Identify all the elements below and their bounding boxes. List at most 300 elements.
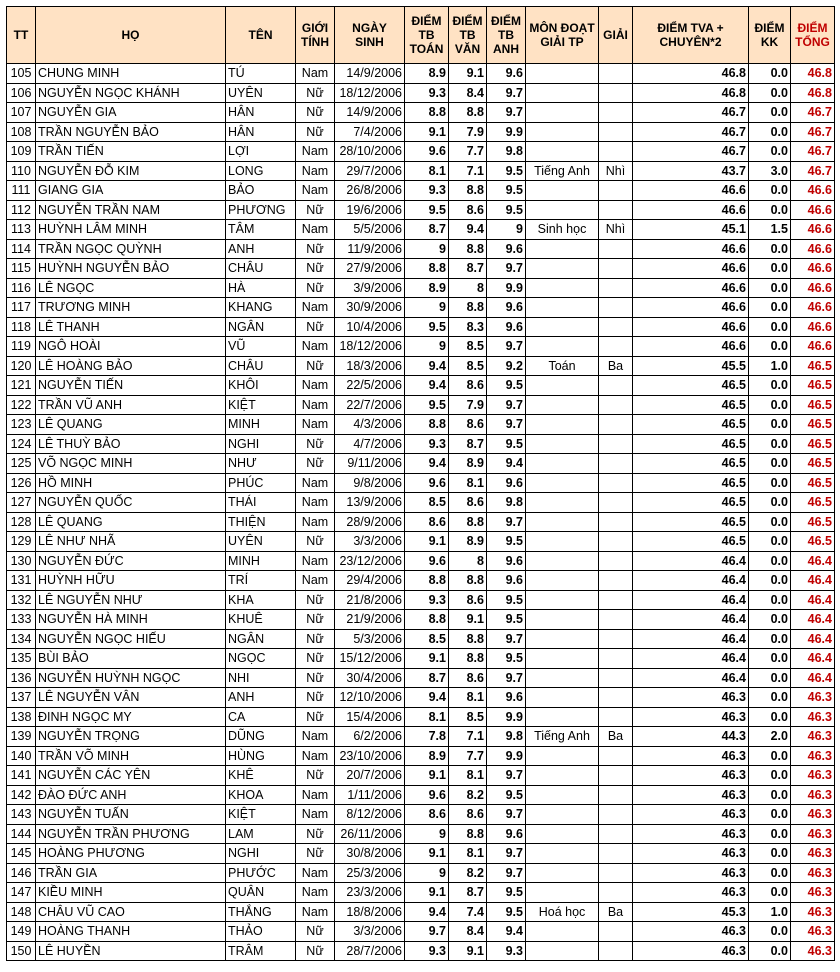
cell-tong: 46.3 bbox=[791, 688, 835, 708]
cell-mon-giai: Tiếng Anh bbox=[526, 161, 599, 181]
table-row bbox=[7, 278, 835, 298]
cell-tva: 46.5 bbox=[633, 493, 749, 513]
cell-tb-toan: 8.5 bbox=[405, 493, 449, 513]
cell-mon-giai bbox=[526, 649, 599, 669]
cell-mon-giai bbox=[526, 376, 599, 396]
cell-gioi-tinh: Nữ bbox=[296, 649, 335, 669]
cell-tb-anh: 9.7 bbox=[487, 395, 526, 415]
cell-tt: 134 bbox=[7, 629, 36, 649]
cell-tva: 46.3 bbox=[633, 824, 749, 844]
cell-gioi-tinh: Nam bbox=[296, 298, 335, 318]
cell-tb-toan: 9.3 bbox=[405, 181, 449, 201]
table-row bbox=[7, 922, 835, 942]
cell-ho: BÙI BẢO bbox=[36, 649, 226, 669]
cell-mon-giai bbox=[526, 512, 599, 532]
cell-ngay-sinh: 26/11/2006 bbox=[335, 824, 405, 844]
cell-ngay-sinh: 25/3/2006 bbox=[335, 863, 405, 883]
cell-tt: 148 bbox=[7, 902, 36, 922]
cell-ngay-sinh: 30/4/2006 bbox=[335, 668, 405, 688]
cell-tt: 125 bbox=[7, 454, 36, 474]
cell-tb-toan: 9.7 bbox=[405, 922, 449, 942]
cell-gioi-tinh: Nam bbox=[296, 337, 335, 357]
cell-tva: 46.6 bbox=[633, 298, 749, 318]
cell-ngay-sinh: 3/9/2006 bbox=[335, 278, 405, 298]
cell-ten: NGHI bbox=[226, 434, 296, 454]
cell-kk: 0.0 bbox=[749, 395, 791, 415]
cell-ten: NGHI bbox=[226, 844, 296, 864]
cell-gioi-tinh: Nữ bbox=[296, 941, 335, 961]
cell-tb-van: 8.8 bbox=[449, 649, 487, 669]
cell-tong: 46.5 bbox=[791, 415, 835, 435]
cell-ngay-sinh: 23/12/2006 bbox=[335, 551, 405, 571]
cell-ten: UYÊN bbox=[226, 83, 296, 103]
cell-kk: 0.0 bbox=[749, 337, 791, 357]
cell-tb-van: 7.7 bbox=[449, 142, 487, 162]
cell-tong: 46.3 bbox=[791, 707, 835, 727]
cell-ngay-sinh: 18/12/2006 bbox=[335, 337, 405, 357]
cell-kk: 0.0 bbox=[749, 298, 791, 318]
cell-tb-anh: 9.5 bbox=[487, 434, 526, 454]
header-tb-anh: ĐIỂM TB ANH bbox=[487, 7, 526, 64]
table-row bbox=[7, 142, 835, 162]
cell-mon-giai: Hoá học bbox=[526, 902, 599, 922]
cell-tva: 46.3 bbox=[633, 785, 749, 805]
cell-tb-toan: 9.5 bbox=[405, 395, 449, 415]
cell-tt: 142 bbox=[7, 785, 36, 805]
table-body bbox=[7, 64, 835, 961]
cell-kk: 0.0 bbox=[749, 512, 791, 532]
cell-gioi-tinh: Nữ bbox=[296, 844, 335, 864]
cell-tva: 45.5 bbox=[633, 356, 749, 376]
cell-giai bbox=[599, 610, 633, 630]
cell-ngay-sinh: 21/9/2006 bbox=[335, 610, 405, 630]
cell-kk: 0.0 bbox=[749, 941, 791, 961]
cell-tb-anh: 9.7 bbox=[487, 766, 526, 786]
cell-tb-toan: 9.3 bbox=[405, 83, 449, 103]
cell-tb-van: 8.6 bbox=[449, 668, 487, 688]
cell-giai bbox=[599, 629, 633, 649]
cell-ngay-sinh: 4/3/2006 bbox=[335, 415, 405, 435]
cell-ten: HÙNG bbox=[226, 746, 296, 766]
cell-tva: 45.1 bbox=[633, 220, 749, 240]
cell-ngay-sinh: 28/9/2006 bbox=[335, 512, 405, 532]
cell-tb-toan: 8.9 bbox=[405, 278, 449, 298]
cell-tb-van: 8.8 bbox=[449, 298, 487, 318]
cell-tb-van: 8.8 bbox=[449, 103, 487, 123]
cell-tong: 46.5 bbox=[791, 356, 835, 376]
cell-tva: 46.4 bbox=[633, 649, 749, 669]
cell-ho: LÊ THANH bbox=[36, 317, 226, 337]
cell-tong: 46.5 bbox=[791, 493, 835, 513]
table-row bbox=[7, 64, 835, 84]
cell-giai bbox=[599, 103, 633, 123]
results-table bbox=[6, 6, 835, 961]
cell-ten: THIỆN bbox=[226, 512, 296, 532]
cell-tb-van: 7.1 bbox=[449, 727, 487, 747]
cell-giai bbox=[599, 454, 633, 474]
table-row bbox=[7, 200, 835, 220]
cell-ho: LÊ NGỌC bbox=[36, 278, 226, 298]
cell-tva: 46.6 bbox=[633, 259, 749, 279]
table-row bbox=[7, 161, 835, 181]
cell-ho: NGUYỄN TRỌNG bbox=[36, 727, 226, 747]
cell-tong: 46.7 bbox=[791, 103, 835, 123]
cell-ten: PHƯỚC bbox=[226, 863, 296, 883]
cell-tb-van: 8.6 bbox=[449, 590, 487, 610]
cell-ho: CHÂU VŨ CAO bbox=[36, 902, 226, 922]
cell-tt: 130 bbox=[7, 551, 36, 571]
cell-tb-anh: 9.6 bbox=[487, 239, 526, 259]
cell-ten: THẮNG bbox=[226, 902, 296, 922]
cell-gioi-tinh: Nam bbox=[296, 395, 335, 415]
cell-ho: VÕ NGỌC MINH bbox=[36, 454, 226, 474]
table-row bbox=[7, 181, 835, 201]
cell-kk: 0.0 bbox=[749, 649, 791, 669]
cell-tong: 46.6 bbox=[791, 298, 835, 318]
cell-ho: LÊ NHƯ NHÃ bbox=[36, 532, 226, 552]
cell-tb-van: 8.6 bbox=[449, 805, 487, 825]
cell-ho: LÊ QUANG bbox=[36, 415, 226, 435]
cell-mon-giai bbox=[526, 337, 599, 357]
header-row bbox=[7, 7, 835, 64]
cell-ngay-sinh: 10/4/2006 bbox=[335, 317, 405, 337]
cell-kk: 0.0 bbox=[749, 415, 791, 435]
cell-tb-van: 8.9 bbox=[449, 454, 487, 474]
cell-kk: 1.0 bbox=[749, 902, 791, 922]
table-row bbox=[7, 785, 835, 805]
cell-tong: 46.5 bbox=[791, 473, 835, 493]
cell-tb-anh: 9.6 bbox=[487, 824, 526, 844]
cell-ho: ĐÀO ĐỨC ANH bbox=[36, 785, 226, 805]
cell-tong: 46.3 bbox=[791, 746, 835, 766]
cell-tong: 46.4 bbox=[791, 551, 835, 571]
cell-mon-giai bbox=[526, 298, 599, 318]
table-row bbox=[7, 766, 835, 786]
cell-tva: 46.6 bbox=[633, 278, 749, 298]
header-tong: ĐIỂM TỔNG bbox=[791, 7, 835, 64]
cell-ngay-sinh: 6/2/2006 bbox=[335, 727, 405, 747]
cell-gioi-tinh: Nữ bbox=[296, 629, 335, 649]
header-tb-toan: ĐIỂM TB TOÁN bbox=[405, 7, 449, 64]
cell-kk: 0.0 bbox=[749, 551, 791, 571]
cell-tb-van: 8.7 bbox=[449, 883, 487, 903]
cell-tong: 46.3 bbox=[791, 941, 835, 961]
cell-tva: 46.4 bbox=[633, 610, 749, 630]
cell-mon-giai bbox=[526, 590, 599, 610]
cell-tt: 108 bbox=[7, 122, 36, 142]
header-kk: ĐIỂM KK bbox=[749, 7, 791, 64]
cell-gioi-tinh: Nam bbox=[296, 161, 335, 181]
cell-tb-anh: 9.5 bbox=[487, 785, 526, 805]
cell-tong: 46.3 bbox=[791, 922, 835, 942]
cell-gioi-tinh: Nam bbox=[296, 64, 335, 84]
cell-giai bbox=[599, 298, 633, 318]
cell-ngay-sinh: 21/8/2006 bbox=[335, 590, 405, 610]
cell-tong: 46.4 bbox=[791, 610, 835, 630]
cell-tong: 46.3 bbox=[791, 902, 835, 922]
table-row bbox=[7, 824, 835, 844]
cell-tb-toan: 9.3 bbox=[405, 434, 449, 454]
cell-gioi-tinh: Nam bbox=[296, 473, 335, 493]
cell-giai: Ba bbox=[599, 902, 633, 922]
cell-giai bbox=[599, 122, 633, 142]
cell-ten: TÚ bbox=[226, 64, 296, 84]
table-row bbox=[7, 493, 835, 513]
cell-tt: 129 bbox=[7, 532, 36, 552]
table-row bbox=[7, 571, 835, 591]
cell-tb-van: 9.1 bbox=[449, 64, 487, 84]
cell-tva: 46.6 bbox=[633, 239, 749, 259]
header-tb-van: ĐIỂM TB VĂN bbox=[449, 7, 487, 64]
cell-tb-anh: 9.7 bbox=[487, 259, 526, 279]
cell-kk: 0.0 bbox=[749, 83, 791, 103]
cell-kk: 1.5 bbox=[749, 220, 791, 240]
cell-tb-van: 8.3 bbox=[449, 317, 487, 337]
cell-kk: 0.0 bbox=[749, 532, 791, 552]
cell-ten: HÂN bbox=[226, 103, 296, 123]
cell-tb-anh: 9.5 bbox=[487, 200, 526, 220]
cell-tb-toan: 8.5 bbox=[405, 629, 449, 649]
cell-ho: NGÔ HOÀI bbox=[36, 337, 226, 357]
cell-ho: TRẦN GIA bbox=[36, 863, 226, 883]
cell-giai bbox=[599, 649, 633, 669]
header-tt: TT bbox=[7, 7, 36, 64]
cell-tb-toan: 9.3 bbox=[405, 590, 449, 610]
table-row bbox=[7, 746, 835, 766]
cell-tb-van: 8.9 bbox=[449, 532, 487, 552]
cell-tb-toan: 9.4 bbox=[405, 356, 449, 376]
cell-tva: 46.5 bbox=[633, 376, 749, 396]
cell-ho: HUỲNH HỮU bbox=[36, 571, 226, 591]
cell-mon-giai bbox=[526, 668, 599, 688]
cell-tva: 46.3 bbox=[633, 688, 749, 708]
cell-tva: 46.3 bbox=[633, 805, 749, 825]
cell-tb-anh: 9.3 bbox=[487, 941, 526, 961]
cell-gioi-tinh: Nữ bbox=[296, 532, 335, 552]
cell-tb-van: 8.8 bbox=[449, 239, 487, 259]
cell-tt: 105 bbox=[7, 64, 36, 84]
cell-ho: NGUYỄN NGỌC KHÁNH bbox=[36, 83, 226, 103]
cell-tt: 120 bbox=[7, 356, 36, 376]
cell-ten: NHƯ bbox=[226, 454, 296, 474]
cell-tb-toan: 9.6 bbox=[405, 785, 449, 805]
cell-tb-anh: 9.5 bbox=[487, 649, 526, 669]
cell-tva: 46.7 bbox=[633, 142, 749, 162]
cell-tb-toan: 9.1 bbox=[405, 122, 449, 142]
cell-tt: 139 bbox=[7, 727, 36, 747]
cell-tb-toan: 8.8 bbox=[405, 415, 449, 435]
cell-ngay-sinh: 27/9/2006 bbox=[335, 259, 405, 279]
cell-tb-van: 8.5 bbox=[449, 337, 487, 357]
cell-kk: 0.0 bbox=[749, 688, 791, 708]
cell-mon-giai bbox=[526, 746, 599, 766]
cell-kk: 0.0 bbox=[749, 493, 791, 513]
cell-giai bbox=[599, 532, 633, 552]
cell-kk: 0.0 bbox=[749, 454, 791, 474]
table-row bbox=[7, 317, 835, 337]
cell-ten: NGÂN bbox=[226, 317, 296, 337]
cell-tb-toan: 8.7 bbox=[405, 668, 449, 688]
cell-ten: QUÂN bbox=[226, 883, 296, 903]
cell-tong: 46.5 bbox=[791, 376, 835, 396]
cell-tb-anh: 9.9 bbox=[487, 746, 526, 766]
cell-kk: 0.0 bbox=[749, 239, 791, 259]
cell-kk: 1.0 bbox=[749, 356, 791, 376]
cell-tva: 46.6 bbox=[633, 337, 749, 357]
cell-ngay-sinh: 12/10/2006 bbox=[335, 688, 405, 708]
cell-ho: LÊ HUYỀN bbox=[36, 941, 226, 961]
cell-tt: 147 bbox=[7, 883, 36, 903]
cell-giai bbox=[599, 512, 633, 532]
cell-mon-giai bbox=[526, 103, 599, 123]
cell-tb-anh: 9.6 bbox=[487, 473, 526, 493]
cell-gioi-tinh: Nữ bbox=[296, 454, 335, 474]
cell-tt: 116 bbox=[7, 278, 36, 298]
cell-mon-giai bbox=[526, 610, 599, 630]
cell-tb-van: 9.1 bbox=[449, 610, 487, 630]
table-row bbox=[7, 805, 835, 825]
cell-gioi-tinh: Nữ bbox=[296, 239, 335, 259]
cell-gioi-tinh: Nữ bbox=[296, 922, 335, 942]
cell-tb-toan: 8.8 bbox=[405, 259, 449, 279]
table-row bbox=[7, 863, 835, 883]
cell-ho: HOÀNG PHƯƠNG bbox=[36, 844, 226, 864]
cell-tt: 144 bbox=[7, 824, 36, 844]
cell-tt: 146 bbox=[7, 863, 36, 883]
cell-tb-anh: 9.7 bbox=[487, 512, 526, 532]
cell-mon-giai bbox=[526, 122, 599, 142]
cell-ngay-sinh: 22/5/2006 bbox=[335, 376, 405, 396]
cell-gioi-tinh: Nam bbox=[296, 512, 335, 532]
cell-kk: 0.0 bbox=[749, 766, 791, 786]
cell-kk: 0.0 bbox=[749, 64, 791, 84]
cell-tt: 149 bbox=[7, 922, 36, 942]
cell-ho: HUỲNH NGUYỄN BẢO bbox=[36, 259, 226, 279]
table-row bbox=[7, 239, 835, 259]
cell-tb-van: 8 bbox=[449, 551, 487, 571]
cell-tva: 46.3 bbox=[633, 941, 749, 961]
table-row bbox=[7, 395, 835, 415]
cell-kk: 0.0 bbox=[749, 746, 791, 766]
table-row bbox=[7, 415, 835, 435]
cell-kk: 0.0 bbox=[749, 181, 791, 201]
cell-ho: TRẦN NGUYỄN BẢO bbox=[36, 122, 226, 142]
cell-tb-van: 7.9 bbox=[449, 395, 487, 415]
cell-tb-van: 7.9 bbox=[449, 122, 487, 142]
cell-tb-anh: 9.9 bbox=[487, 707, 526, 727]
cell-tb-toan: 8.8 bbox=[405, 571, 449, 591]
cell-tva: 46.5 bbox=[633, 512, 749, 532]
cell-tb-toan: 9 bbox=[405, 824, 449, 844]
cell-ten: TÂM bbox=[226, 220, 296, 240]
cell-giai bbox=[599, 844, 633, 864]
cell-tb-anh: 9.9 bbox=[487, 278, 526, 298]
cell-ten: LAM bbox=[226, 824, 296, 844]
cell-mon-giai bbox=[526, 278, 599, 298]
cell-ho: NGUYỄN QUỐC bbox=[36, 493, 226, 513]
cell-gioi-tinh: Nữ bbox=[296, 200, 335, 220]
cell-ho: TRƯƠNG MINH bbox=[36, 298, 226, 318]
cell-kk: 0.0 bbox=[749, 103, 791, 123]
cell-ten: VŨ bbox=[226, 337, 296, 357]
cell-ten: PHÚC bbox=[226, 473, 296, 493]
cell-tb-anh: 9.7 bbox=[487, 844, 526, 864]
cell-tong: 46.4 bbox=[791, 571, 835, 591]
cell-kk: 0.0 bbox=[749, 824, 791, 844]
cell-ho: TRẦN TIẾN bbox=[36, 142, 226, 162]
cell-gioi-tinh: Nam bbox=[296, 902, 335, 922]
cell-mon-giai bbox=[526, 454, 599, 474]
cell-tb-anh: 9.2 bbox=[487, 356, 526, 376]
table-row bbox=[7, 122, 835, 142]
cell-tva: 46.6 bbox=[633, 181, 749, 201]
cell-tong: 46.3 bbox=[791, 805, 835, 825]
cell-giai: Nhì bbox=[599, 161, 633, 181]
cell-ho: CHUNG MINH bbox=[36, 64, 226, 84]
table-row bbox=[7, 473, 835, 493]
cell-kk: 0.0 bbox=[749, 571, 791, 591]
cell-gioi-tinh: Nam bbox=[296, 493, 335, 513]
cell-giai bbox=[599, 766, 633, 786]
cell-tt: 111 bbox=[7, 181, 36, 201]
cell-tong: 46.4 bbox=[791, 649, 835, 669]
cell-giai bbox=[599, 493, 633, 513]
cell-tong: 46.6 bbox=[791, 259, 835, 279]
cell-ten: MINH bbox=[226, 415, 296, 435]
cell-tva: 46.3 bbox=[633, 766, 749, 786]
cell-mon-giai bbox=[526, 317, 599, 337]
cell-ten: THÁI bbox=[226, 493, 296, 513]
cell-tb-van: 8.8 bbox=[449, 181, 487, 201]
cell-tong: 46.4 bbox=[791, 629, 835, 649]
cell-ten: KHÊ bbox=[226, 766, 296, 786]
cell-ten: KHÔI bbox=[226, 376, 296, 396]
cell-gioi-tinh: Nữ bbox=[296, 103, 335, 123]
cell-tt: 133 bbox=[7, 610, 36, 630]
table-row bbox=[7, 844, 835, 864]
table-row bbox=[7, 298, 835, 318]
cell-ho: LÊ HOÀNG BẢO bbox=[36, 356, 226, 376]
cell-tt: 132 bbox=[7, 590, 36, 610]
cell-kk: 0.0 bbox=[749, 707, 791, 727]
cell-tb-toan: 9.5 bbox=[405, 317, 449, 337]
cell-ngay-sinh: 29/4/2006 bbox=[335, 571, 405, 591]
cell-giai bbox=[599, 941, 633, 961]
cell-ten: HÀ bbox=[226, 278, 296, 298]
cell-ngay-sinh: 7/4/2006 bbox=[335, 122, 405, 142]
cell-tt: 118 bbox=[7, 317, 36, 337]
cell-ngay-sinh: 9/11/2006 bbox=[335, 454, 405, 474]
cell-tt: 150 bbox=[7, 941, 36, 961]
cell-giai: Ba bbox=[599, 727, 633, 747]
cell-kk: 0.0 bbox=[749, 473, 791, 493]
cell-tb-toan: 8.6 bbox=[405, 805, 449, 825]
cell-tva: 46.3 bbox=[633, 863, 749, 883]
cell-tong: 46.5 bbox=[791, 532, 835, 552]
cell-giai bbox=[599, 434, 633, 454]
cell-tb-toan: 8.9 bbox=[405, 746, 449, 766]
cell-tb-toan: 9.1 bbox=[405, 766, 449, 786]
table-header bbox=[7, 7, 835, 64]
cell-tong: 46.3 bbox=[791, 863, 835, 883]
cell-ngay-sinh: 3/3/2006 bbox=[335, 532, 405, 552]
cell-gioi-tinh: Nam bbox=[296, 863, 335, 883]
table-row bbox=[7, 688, 835, 708]
cell-giai bbox=[599, 181, 633, 201]
cell-tb-toan: 9.6 bbox=[405, 142, 449, 162]
cell-giai bbox=[599, 317, 633, 337]
cell-giai bbox=[599, 922, 633, 942]
